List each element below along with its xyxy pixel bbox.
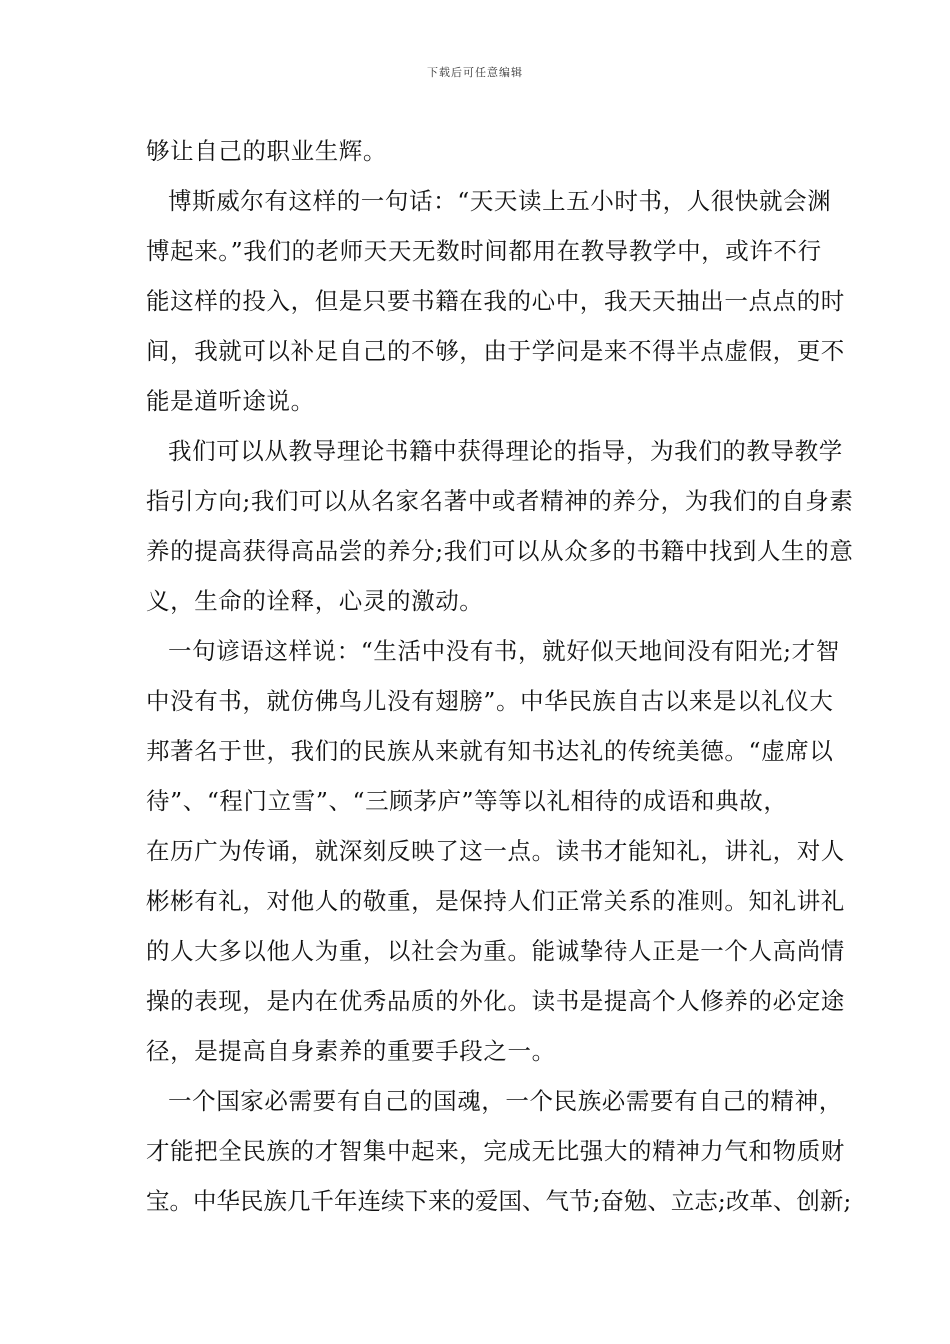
text-line: 养的提高获得高品尝的养分;我们可以从众多的书籍中找到人生的意 xyxy=(146,537,854,565)
text-line: 够让自己的职业生辉。 xyxy=(146,137,387,165)
paragraph-first-line: 博斯威尔有这样的一句话：“天天读上五小时书，人很快就会渊 xyxy=(168,187,832,215)
text-line: 中没有书，就仿佛鸟儿没有翅膀”。中华民族自古以来是以礼仪大 xyxy=(146,687,834,715)
text-line: 间，我就可以补足自己的不够，由于学问是来不得半点虚假，更不 xyxy=(146,337,845,365)
text-line: 能这样的投入，但是只要书籍在我的心中，我天天抽出一点点的时 xyxy=(146,287,845,315)
page-header: 下载后可任意编辑 xyxy=(427,66,523,79)
text-line: 宝。中华民族几千年连续下来的爱国、气节;奋勉、立志;改革、创新; xyxy=(146,1187,852,1215)
text-line: 指引方向;我们可以从名家名著中或者精神的养分，为我们的自身素 xyxy=(146,487,854,515)
text-line: 待”、“程门立雪”、“三顾茅庐”等等以礼相待的成语和典故， xyxy=(146,787,788,815)
text-line: 在历广为传诵，就深刻反映了这一点。读书才能知礼，讲礼，对人 xyxy=(146,837,845,865)
text-line: 径，是提高自身素养的重要手段之一。 xyxy=(146,1037,556,1065)
text-line: 的人大多以他人为重，以社会为重。能诚挚待人正是一个人高尚情 xyxy=(146,937,845,965)
text-line: 义，生命的诠释，心灵的激动。 xyxy=(146,587,484,615)
paragraph-first-line: 一个国家必需要有自己的国魂，一个民族必需要有自己的精神， xyxy=(168,1087,843,1115)
paragraph-first-line: 我们可以从教导理论书籍中获得理论的指导，为我们的教导教学 xyxy=(168,437,843,465)
text-line: 邦著名于世，我们的民族从来就有知书达礼的传统美德。“虚席以 xyxy=(146,737,834,765)
text-line: 彬彬有礼，对他人的敬重，是保持人们正常关系的准则。知礼讲礼 xyxy=(146,887,845,915)
text-line: 博起来。”我们的老师天天无数时间都用在教导教学中，或许不行 xyxy=(146,237,822,265)
text-line: 操的表现，是内在优秀品质的外化。读书是提高个人修养的必定途 xyxy=(146,987,845,1015)
text-line: 能是道听途说。 xyxy=(146,387,315,415)
paragraph-first-line: 一句谚语这样说：“生活中没有书，就好似天地间没有阳光;才智 xyxy=(168,637,840,665)
text-line: 才能把全民族的才智集中起来，完成无比强大的精神力气和物质财 xyxy=(146,1137,845,1165)
